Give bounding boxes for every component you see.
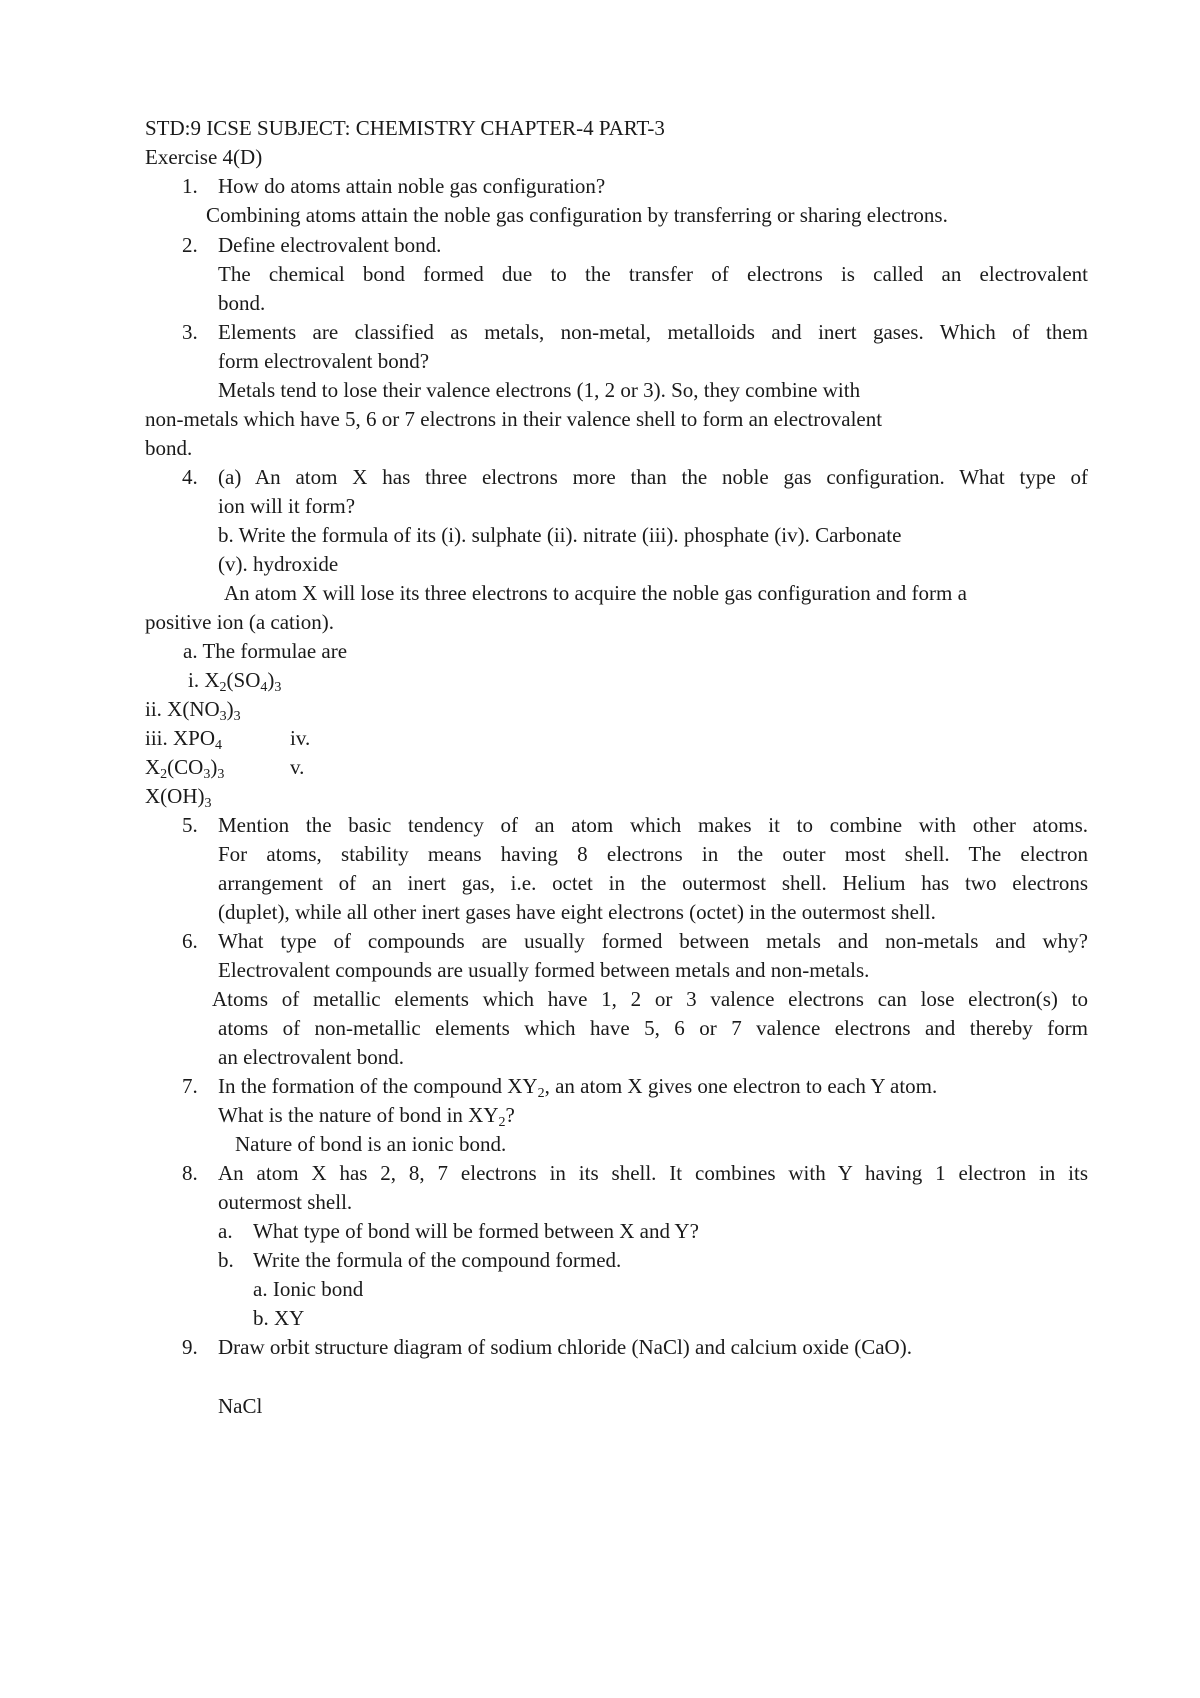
q8-sub-a: What type of bond will be formed between X and Y? [253,1219,699,1243]
subscript: 2 [219,680,227,695]
text-part: What is the nature of bond in XY [218,1103,499,1127]
q4-formulae-intro: a. The formulae are [183,639,348,663]
q3-answer-line3: bond. [145,436,193,460]
subscript: 3 [203,767,211,782]
q9-nacl-label: NaCl [218,1394,263,1418]
formula-nitrate [145,695,241,723]
q4-part-b-line1: b. Write the formula of its (i). sulphate (ii). nitrate (iii). phosphate (iv). Carbonate [218,523,902,547]
formula-part: X [145,755,161,779]
q2-answer-line1: The chemical bond formed due to the transfer of electrons is called an electrovalent [218,262,1088,286]
formula-part: XPO [173,726,216,750]
q5-question: Mention the basic tendency of an atom which makes it to combine with other atoms. [218,813,1088,837]
formula-part: X(NO [167,697,220,721]
q1-number: 1. [182,174,198,198]
formula-hydroxide [145,782,211,810]
q6-answer-line2: Atoms of metallic elements which have 1, 2 or 3 valence electrons can lose electron(s) to [212,987,1088,1011]
q1-question: How do atoms attain noble gas configuration? [218,174,606,198]
subscript: 2 [498,1115,506,1130]
q8-sub-a-label: a. [218,1219,233,1243]
formula-label: ii. [145,697,162,721]
q6-number: 6. [182,929,198,953]
subscript: 3 [204,796,212,811]
formula-label: iii. [145,726,168,750]
subscript: 4 [260,680,268,695]
q2-answer-line2: bond. [218,291,266,315]
subscript: 2 [160,767,168,782]
formula-part: X(OH) [145,784,205,808]
q3-question-line1: Elements are classified as metals, non-metal, metalloids and inert gases. Which of them [218,320,1088,344]
q8-number: 8. [182,1161,198,1185]
formula-carbonate [145,753,224,781]
subscript: 3 [274,680,282,695]
subscript: 2 [537,1086,545,1101]
q3-answer-line1: Metals tend to lose their valence electrons (1, 2 or 3). So, they combine with [218,378,861,402]
q4-answer-line1: An atom X will lose its three electrons to acquire the noble gas configuration and form a [224,581,967,605]
q8-sub-b: Write the formula of the compound formed. [253,1248,622,1272]
q8-question-line2: outermost shell. [218,1190,353,1214]
q1-answer: Combining atoms attain the noble gas configuration by transferring or sharing electrons. [206,203,948,227]
text-part: ? [505,1103,515,1127]
formula-part: (SO [226,668,261,692]
formula-part: (CO [167,755,204,779]
q6-answer-line3: atoms of non-metallic elements which have 5, 6 or 7 valence electrons and thereby form [218,1016,1088,1040]
formula-part: ) [267,668,275,692]
q7-number: 7. [182,1074,198,1098]
q8-answer-b: b. XY [253,1306,305,1330]
q4-part-b-line2: (v). hydroxide [218,552,339,576]
q3-question-line2: form electrovalent bond? [218,349,430,373]
q4-question-line2: ion will it form? [218,494,356,518]
subscript: 3 [219,709,227,724]
q9-number: 9. [182,1335,198,1359]
q4-number: 4. [182,465,198,489]
formula-label: i. [188,668,200,692]
text-part: , an atom X gives one electron to each Y atom. [544,1074,938,1098]
q2-number: 2. [182,233,198,257]
formula-sulphate [188,666,281,694]
text-part: In the formation of the compound XY [218,1074,538,1098]
formula-label-iv: iv. [290,726,311,750]
exercise-heading: Exercise 4(D) [145,145,263,169]
formula-part: ) [226,697,234,721]
q7-answer: Nature of bond is an ionic bond. [235,1132,507,1156]
subscript: 4 [215,738,223,753]
q9-question: Draw orbit structure diagram of sodium chloride (NaCl) and calcium oxide (CaO). [218,1335,912,1359]
formula-part: X [204,668,220,692]
q7-question-line2 [218,1101,515,1129]
q4-answer-line2: positive ion (a cation). [145,610,334,634]
formula-label-v: v. [290,755,305,779]
document-title: STD:9 ICSE SUBJECT: CHEMISTRY CHAPTER-4 PART-3 [145,116,665,140]
q5-answer-line1: For atoms, stability means having 8 electrons in the outer most shell. The electron [218,842,1088,866]
formula-part: ) [210,755,218,779]
q3-answer-line2: non-metals which have 5, 6 or 7 electrons in their valence shell to form an electrovalent [145,407,883,431]
q6-answer-line1: Electrovalent compounds are usually formed between metals and non-metals. [218,958,870,982]
q7-question-line1 [218,1072,937,1100]
q4-question-line1: (a) An atom X has three electrons more than the noble gas configuration. What type of [218,465,1088,489]
q6-question: What type of compounds are usually formed between metals and non-metals and why? [218,929,1088,953]
q2-question: Define electrovalent bond. [218,233,442,257]
q5-number: 5. [182,813,198,837]
q8-sub-b-label: b. [218,1248,234,1272]
q6-answer-line4: an electrovalent bond. [218,1045,405,1069]
subscript: 3 [233,709,241,724]
q8-question-line1: An atom X has 2, 8, 7 electrons in its shell. It combines with Y having 1 electron in its [218,1161,1088,1185]
q5-answer-line2: arrangement of an inert gas, i.e. octet in the outermost shell. Helium has two electrons [218,871,1088,895]
formula-phosphate [145,724,222,752]
q8-answer-a: a. Ionic bond [253,1277,364,1301]
q5-answer-line3: (duplet), while all other inert gases have eight electrons (octet) in the outermost shell. [218,900,936,924]
subscript: 3 [217,767,225,782]
q3-number: 3. [182,320,198,344]
